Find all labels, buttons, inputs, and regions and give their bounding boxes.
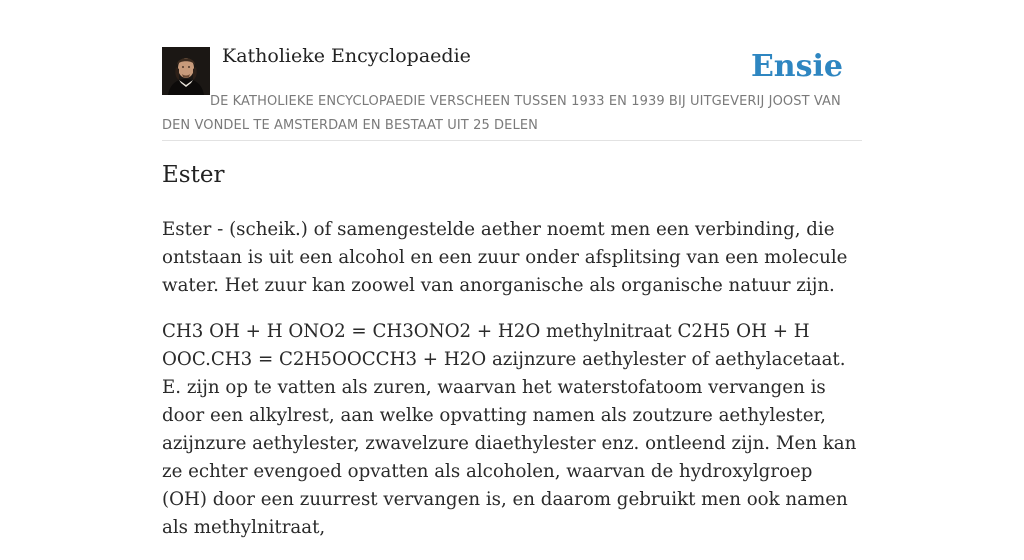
article-paragraph-1: Ester - (scheik.) of samengestelde aether noemt men een verbinding, die ontstaan is uit een alcohol en een zuur onder afsplitsing van een molecule water. Het zuur kan zoowel van anorganische als organische natuur zijn.	[162, 219, 848, 296]
header	[162, 44, 862, 141]
encyclopedia-description: DE KATHOLIEKE ENCYCLOPAEDIE VERSCHEEN TUSSEN 1933 EN 1939 BIJ UITGEVERIJ JOOST VAN DEN VONDEL TE AMSTERDAM EN BESTAAT UIT 25 DELEN	[162, 94, 841, 133]
content-container	[162, 44, 862, 538]
article-body	[162, 216, 862, 560]
portrait-icon	[162, 47, 210, 95]
site-name[interactable]: Katholieke Encyclopaedie	[222, 45, 471, 67]
article-title: Ester	[162, 162, 225, 188]
encyclopedia-avatar[interactable]	[162, 47, 210, 95]
article-paragraph-2: CH3 OH + H ONO2 = CH3ONO2 + H2O methylnitraat C2H5 OH + H OOC.CH3 = C2H5OOCCH3 + H2O azijnzure aethylester of aethylacetaat. E. zijn op te vatten als zuren, waarvan het waterstofatoom vervangen is door een alkylrest, aan welke opvatting namen als zoutzure aethylester, azijnzure aethylester, zwavelzure diaethylester enz. ontleend zijn. Men kan ze echter evengoed opvatten als alcoholen, waarvan de hydroxylgroep (OH) door een zuurrest vervangen is, en daarom gebruikt men ook namen als methylnitraat,	[162, 321, 857, 538]
ensie-logo-link[interactable]: Ensie	[750, 49, 843, 84]
